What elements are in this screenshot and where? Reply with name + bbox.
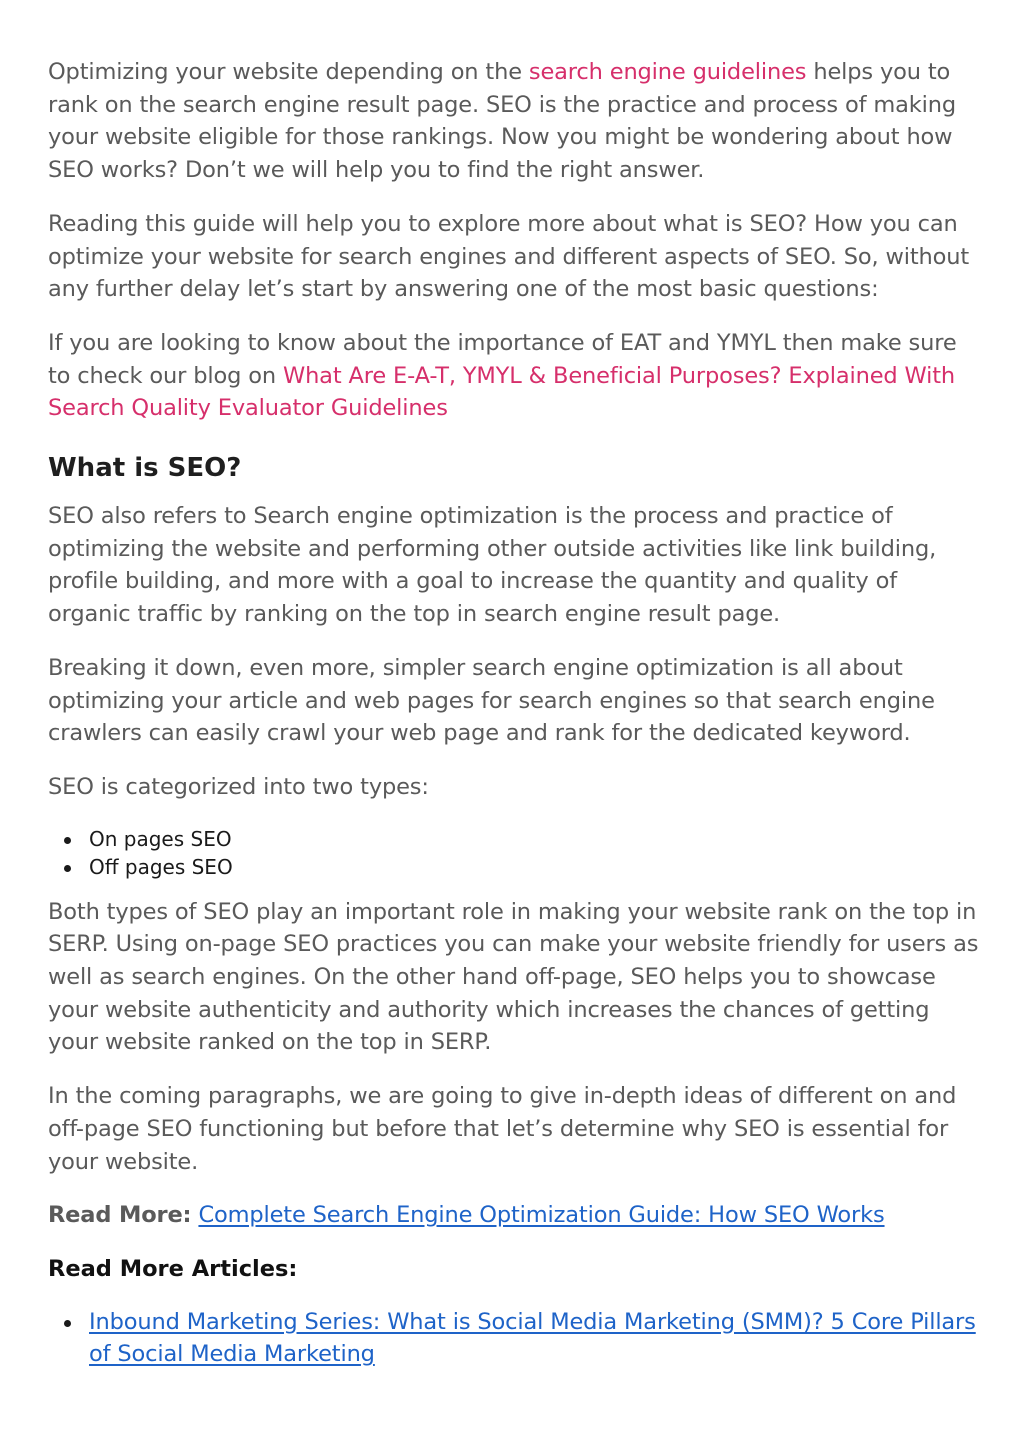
definition-paragraph: SEO also refers to Search engine optimization is the process and practice of optimizing the website and performing other outside activities like link building, profile building, and more with a goal to increase the quantity and quality of organic traffic by ranking on the top in search engine result page. [48, 503, 937, 628]
list-item: On pages SEO [89, 825, 980, 854]
list-item: Off pages SEO [89, 853, 980, 882]
list-item [89, 1306, 980, 1371]
types-intro-paragraph: SEO is categorized into two types: [48, 773, 429, 800]
read-more-link[interactable]: Complete Search Engine Optimization Guide: How SEO Works [198, 1202, 885, 1229]
intro-paragraph-2: Reading this guide will help you to explore more about what is SEO? How you can optimize your website for search engines and different aspects of SEO. So, without any further delay let’s start by answering one of the most basic questions: [48, 210, 970, 303]
read-more-line [48, 1199, 980, 1232]
intro-text: helps you to rank on the search engine result page. SEO is the practice and process of making your website eligible for those rankings. Now you might be wondering about how SEO works? Don’t we will help you to find the right answer. [48, 59, 956, 184]
seo-types-list [48, 825, 980, 882]
both-types-paragraph: Both types of SEO play an important role in making your website rank on the top in SERP. Using on-page SEO practices you can make your website friendly for users as well as search engines. On the other hand off-page, SEO helps you to showcase your website authenticity and authority which increases the chances of getting your website ranked on the top in SERP. [48, 898, 979, 1056]
intro-text: If you are looking to know about the importance of EAT and YMYL then make sure to check our blog on [48, 329, 957, 389]
read-more-articles-heading: Read More Articles: [48, 1255, 298, 1282]
article-link-inbound-marketing[interactable]: Inbound Marketing Series: What is Social Media Marketing (SMM)? 5 Core Pillars of Social Media Marketing [89, 1308, 976, 1368]
eat-ymyl-blog-link[interactable]: What Are E-A-T, YMYL & Beneficial Purposes? Explained With Search Quality Evaluator Guidelines [48, 362, 956, 422]
search-engine-guidelines-link[interactable]: search engine guidelines [528, 59, 807, 85]
coming-paragraphs-paragraph: In the coming paragraphs, we are going to give in-depth ideas of different on and off-page SEO functioning but before that let’s determine why SEO is essential for your website. [48, 1083, 957, 1175]
section-heading: What is SEO? [48, 453, 242, 484]
read-more-label: Read More: [48, 1202, 192, 1229]
intro-paragraph-1 [48, 56, 980, 187]
breakdown-paragraph: Breaking it down, even more, simpler search engine optimization is all about optimizing your article and web pages for search engines so that search engine crawlers can easily crawl your web page and rank for the dedicated keyword. [48, 654, 935, 747]
read-more-articles-list [48, 1306, 980, 1371]
intro-paragraph-3 [48, 327, 980, 425]
intro-text: Optimizing your website depending on the [48, 59, 529, 85]
